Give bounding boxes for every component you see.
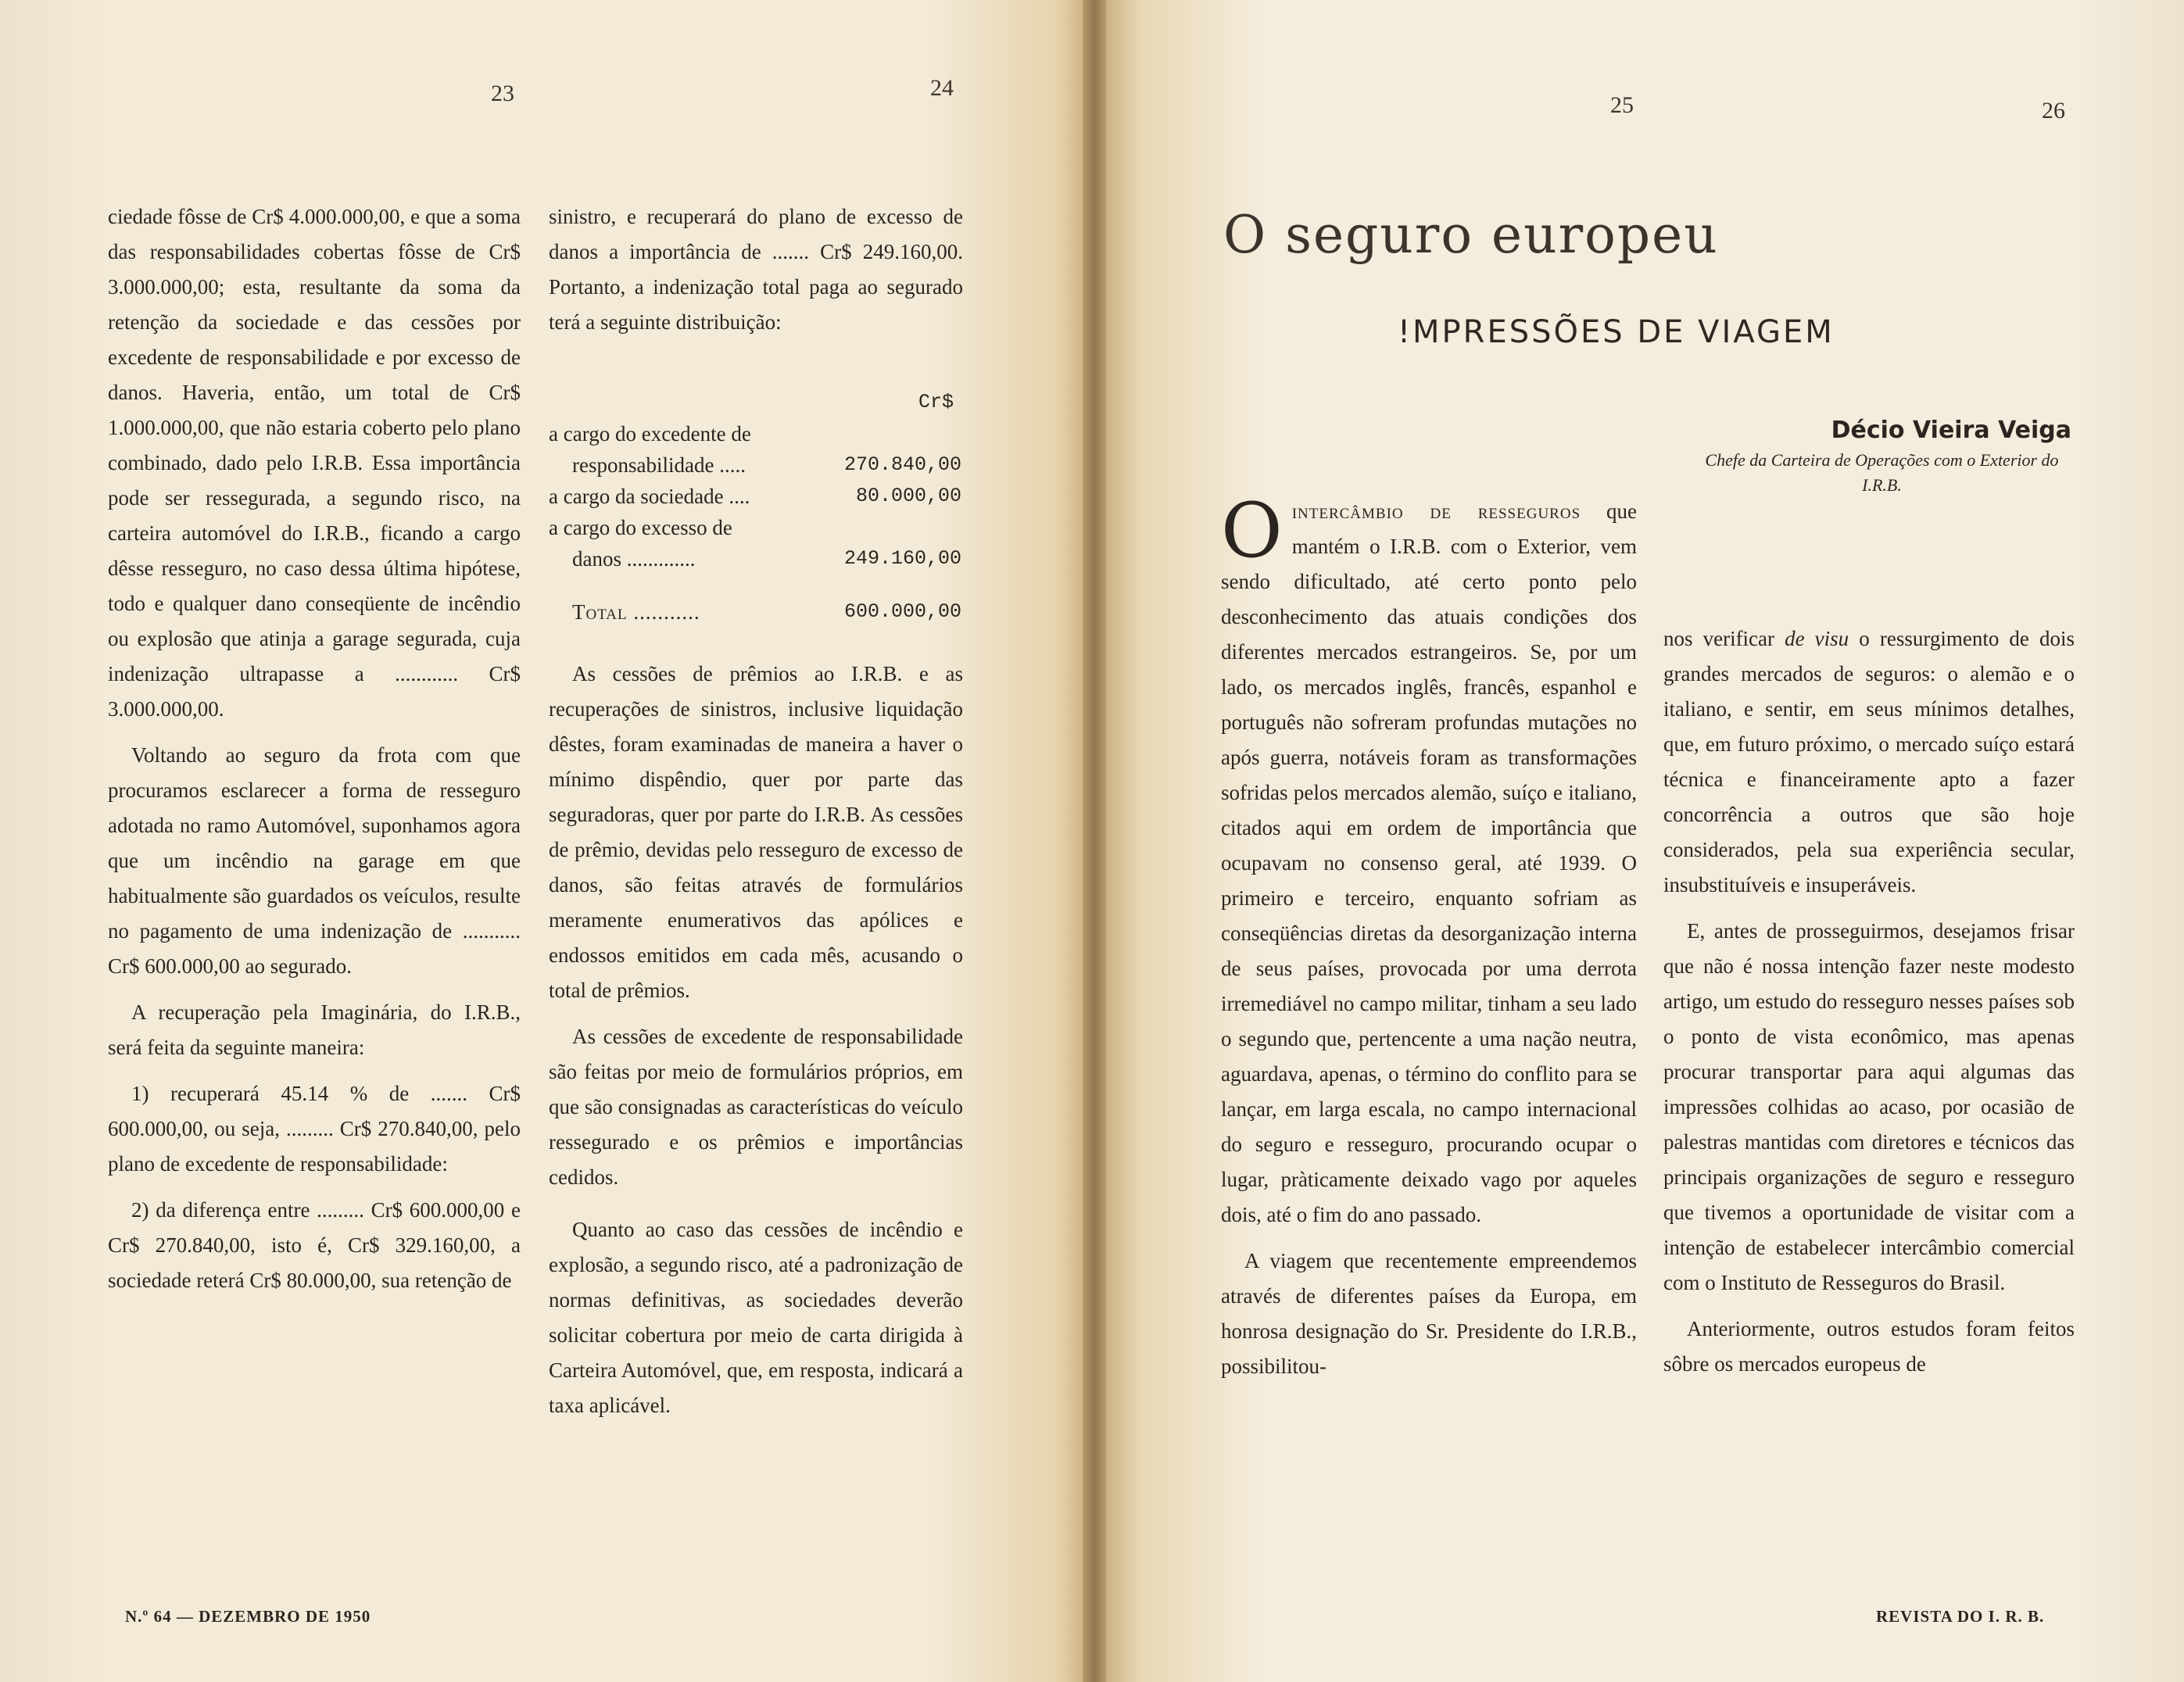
drop-cap: O <box>1221 487 1283 574</box>
p25-paragraph-1 <box>1221 487 1637 1233</box>
italic-phrase: de visu <box>1785 627 1849 650</box>
distribution-table <box>549 387 961 628</box>
page-number-26: 26 <box>2042 98 2065 123</box>
table-total-row <box>549 596 961 628</box>
page-number-24: 24 <box>930 75 954 101</box>
p25-paragraph-2: A viagem que recentemente empreendemos através de diferentes países da Europa, em honrosa designação do Sr. Presidente do I.R.B., possibilitou- <box>1221 1249 1637 1378</box>
p24-paragraph-3: As cessões de excedente de responsabilidade são feitas por meio de formulários próprios, em que são consignadas as características do veículo ressegurado e os prêmios e importâncias cedidos. <box>549 1025 963 1189</box>
article-subtitle: !MPRESSÕES DE VIAGEM <box>1398 314 1835 350</box>
p26-paragraph-1-start: nos verificar <box>1663 627 1785 650</box>
table-total-label: Total ........... <box>572 600 700 624</box>
footer-journal: REVISTA DO I. R. B. <box>1876 1607 2045 1626</box>
p23-item-1: 1) recuperará 45.14 % de ....... Cr$ 600.000,00, ou seja, ......... Cr$ 270.840,00, pelo plano de excedente de responsabilidade: <box>108 1082 521 1176</box>
page-25-column <box>1221 487 1637 1395</box>
article-title: O seguro europeu <box>1223 205 1719 265</box>
page-24-column-bottom <box>549 657 963 1434</box>
footer-issue: N.º 64 — DEZEMBRO DE 1950 <box>125 1607 371 1626</box>
page-24-column-top <box>549 199 963 351</box>
p23-paragraph-2: Voltando ao seguro da frota com que procuramos esclarecer a forma de resseguro adotada no ramo Automóvel, suponhamos agora que um incêndio na garage em que habitualmente são guardados os veículos, resulte no pagamento de uma indenização de ........... Cr$ 600.000,00 ao segurado. <box>108 743 521 978</box>
table-row <box>549 481 961 512</box>
table-currency-header: Cr$ <box>918 391 954 413</box>
lead-in-text: intercâmbio de resseguros <box>1291 499 1581 523</box>
table-row <box>549 512 961 574</box>
p24-paragraph-1: sinistro, e recuperará do plano de excesso de danos a importância de ....... Cr$ 249.160,00. Portanto, a indenização total paga ao segurado terá a seguinte distribuição: <box>549 205 963 334</box>
p26-paragraph-1 <box>1663 621 2075 903</box>
page-number-23: 23 <box>491 81 514 106</box>
page-23-column <box>108 199 521 1309</box>
p24-paragraph-4: Quanto ao caso das cessões de incêndio e explosão, a segundo risco, até a padronização de normas definitivas, as sociedades deverão solicitar cobertura por meio de carta dirigida à Carteira Automóvel, que, em resposta, indicará a taxa aplicável. <box>549 1218 963 1417</box>
table-row-label: a cargo do excesso de <box>549 516 732 539</box>
table-row-value: 80.000,00 <box>855 485 961 507</box>
p24-paragraph-2: As cessões de prêmios ao I.R.B. e as recuperações de sinistros, inclusive liquidação dêstes, foram examinadas de maneira a haver o mínimo dispêndio, quer por parte das seguradoras, quer por parte do I.R.B. As cessões de prêmio, devidas pelo resseguro de excesso de danos, são feitas através de formulários meramente enumerativos das apólices e endossos emitidos em cada mês, acusando o total de prêmios. <box>549 662 963 1002</box>
table-row-value: 270.840,00 <box>843 453 961 476</box>
table-row-label: a cargo do excedente de <box>549 422 751 446</box>
table-total-value: 600.000,00 <box>843 600 961 623</box>
table-row-label: a cargo da sociedade .... <box>549 485 750 508</box>
table-row-sublabel: responsabilidade ..... <box>572 453 746 477</box>
page-26-column <box>1663 621 2075 1393</box>
p23-paragraph-1: ciedade fôsse de Cr$ 4.000.000,00, e que a soma das responsabilidades cobertas fôsse de Cr$ 3.000.000,00; esta, resultante da soma da retenção da sociedade e das cessões por excedente de responsabilidade e por excesso de danos. Haveria, então, um total de Cr$ 1.000.000,00, que não estaria coberto pelo plano combinado, dado pelo I.R.B. Essa importância pode ser ressegurada, a segundo risco, na carteira automóvel do I.R.B., ficando a cargo dêsse resseguro, no caso dessa última hipótese, todo e qualquer dano conseqüente de incêndio ou explosão que atinja a garage segurada, cuja indenização ultrapasse a ............ Cr$ 3.000.000,00. <box>108 205 521 721</box>
p26-paragraph-3: Anteriormente, outros estudos foram feitos sôbre os mercados europeus de <box>1663 1317 2075 1376</box>
p25-paragraph-1-body: que mantém o I.R.B. com o Exterior, vem sendo dificultado, até certo ponto pelo desconhecimento das atuais condições dos diferentes mercados estrangeiros. Se, por um lado, os mercados inglês, francês, espanhol e português não sofreram profundas mutações no após guerra, notáveis foram as transformações sofridas pelos mercados alemão, suíço e italiano, citados aqui em ordem de importância que ocupavam no consenso geral, até 1939. O primeiro e terceiro, enquanto sofriam as conseqüências diretas da desorganização interna de seus países, provocada por uma derrota irremediável no campo militar, tinham a seu lado o segundo que, pertencente a uma nação neutra, aguardava, apenas, o término do conflito para se lançar, em larga escala, no campo internacional do seguro e resseguro, procurando ocupar o lugar, pràticamente deixado vago por aqueles dois, até o fim do ano passado. <box>1221 499 1637 1226</box>
table-row-value: 249.160,00 <box>843 547 961 570</box>
p23-paragraph-3: A recuperação pela Imaginária, do I.R.B., será feita da seguinte maneira: <box>108 1000 521 1059</box>
author-name: Décio Vieira Veiga <box>1831 417 2071 444</box>
table-row-sublabel: danos ............. <box>572 547 696 571</box>
p23-item-2: 2) da diferença entre ......... Cr$ 600.000,00 e Cr$ 270.840,00, isto é, Cr$ 329.160,00, a sociedade reterá Cr$ 80.000,00, sua retenção de <box>108 1198 521 1292</box>
p26-paragraph-2: E, antes de prosseguirmos, desejamos frisar que não é nossa intenção fazer neste modesto artigo, um estudo do resseguro nesses países sob o ponto de vista econômico, mas apenas procurar transportar para aqui algumas das impressões colhidas ao acaso, por ocasião de palestras mantidas com diretores e técnicos das principais organizações de seguro e resseguro que tivemos a oportunidade de visitar com a intenção de estabelecer intercâmbio comercial com o Instituto de Resseguros do Brasil. <box>1663 919 2075 1294</box>
author-role: Chefe da Carteira de Operações com o Exterior do I.R.B. <box>1705 450 2059 495</box>
page-number-25: 25 <box>1610 92 1634 118</box>
p26-paragraph-1-rest: o ressurgimento de dois grandes mercados de seguros: o alemão e o italiano, e sentir, em seus mínimos detalhes, que, em futuro próximo, o mercado suíço estará técnica e financeiramente apto a fazer concorrência a outros que são hoje considerados, pela sua experiência secular, insubstituíveis e insuperáveis. <box>1663 627 2075 896</box>
table-row <box>549 418 961 481</box>
book-gutter <box>1083 0 1106 1682</box>
